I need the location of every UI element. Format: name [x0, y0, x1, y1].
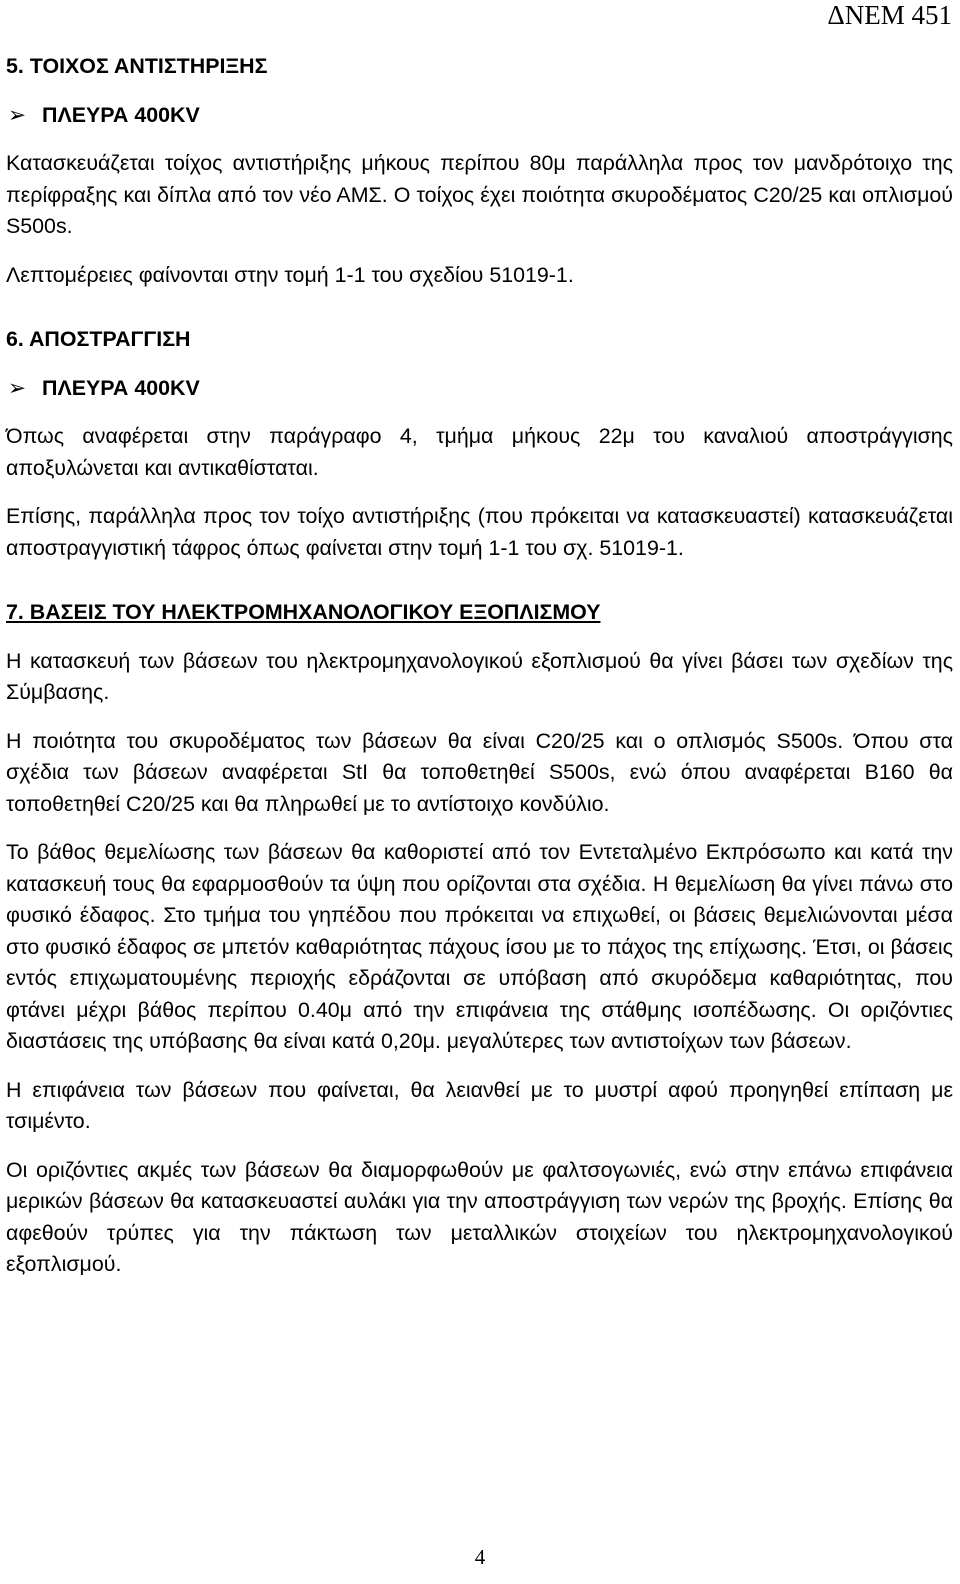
- section-retaining-wall: [6, 51, 953, 291]
- section-7-paragraph-4: Η επιφάνεια των βάσεων που φαίνεται, θα λειανθεί με το μυστρί αφού προηγηθεί επίπαση με τσιμέντο.: [6, 1077, 953, 1133]
- page-number: 4: [474, 1545, 486, 1569]
- section-6-bullet-label: ΠΛΕΥΡΑ 400KV: [42, 375, 200, 400]
- arrowhead-bullet-icon: ➢: [8, 102, 26, 127]
- section-6-paragraph-1: Όπως αναφέρεται στην παράγραφο 4, τμήμα μήκους 22μ του καναλιού αποστράγγισης αποξυλώνεται και αντικαθίσταται.: [6, 424, 953, 480]
- section-5-paragraph-1: Κατασκευάζεται τοίχος αντιστήριξης μήκους περίπου 80μ παράλληλα προς τον μανδρότοιχο της περίφραξης και δίπλα από τον νέο ΑΜΣ. Ο τοίχος έχει ποιότητα σκυροδέματος C20/25 και οπλισμού S500s.: [6, 151, 953, 238]
- section-7-paragraph-5: Οι οριζόντιες ακμές των βάσεων θα διαμορφωθούν με φαλτσογωνιές, ενώ στην επάνω επιφάνεια μερικών βάσεων θα κατασκευαστεί αυλάκι για την αποστράγγιση των νερών της βροχής. Επίσης θα αφεθούν τρύπες για την πάκτωση των μεταλλικών στοιχείων του ηλεκτρομηχανολογικού εξοπλισμού.: [6, 1157, 953, 1276]
- section-drainage: [6, 324, 953, 564]
- arrowhead-bullet-icon: ➢: [8, 375, 26, 400]
- section-7-paragraph-3: Το βάθος θεμελίωσης των βάσεων θα καθοριστεί από τον Εντεταλμένο Εκπρόσωπο και κατά την κατασκευή τους θα εφαρμοσθούν τα ύψη που ορίζονται στα σχέδια. Η θεμελίωση θα γίνει πάνω στο φυσικό έδαφος. Στο τμήμα του γηπέδου που πρόκειται να επιχωθεί, οι βάσεις θεμελιώνονται μέσα στο φυσικό έδαφος σε μπετόν καθαριότητας πάχους ίσου με το πάχος της επίχωσης. Έτσι, οι βάσεις εντός επιχωματουμένης περιοχής εδράζονται σε υπόβαση από σκυρόδεμα καθαριότητας, που φτάνει μέχρι βάθος περίπου 0.40μ από την επιφάνεια της στάθμης ισοπέδωσης. Οι οριζόντιες διαστάσεις της υπόβασης θα είναι κατά 0,20μ. μεγαλύτερες των αντιστοίχων των βάσεων.: [6, 840, 953, 1053]
- section-equipment-foundations: [6, 597, 953, 1281]
- section-5-bullet: [6, 100, 953, 132]
- section-5-heading: 5. ΤΟΙΧΟΣ ΑΝΤΙΣΤΗΡΙΞΗΣ: [6, 54, 268, 78]
- section-6-paragraph-2: Επίσης, παράλληλα προς τον τοίχο αντιστήριξης (που πρόκειται να κατασκευαστεί) κατασκευάζεται αποστραγγιστική τάφρος όπως φαίνεται στην τομή 1-1 του σχ. 51019-1.: [6, 504, 953, 560]
- section-6-heading: 6. ΑΠΟΣΤΡΑΓΓΙΣΗ: [6, 327, 191, 351]
- document-code: ΔΝΕΜ 451: [827, 0, 952, 30]
- section-7-paragraph-1: Η κατασκευή των βάσεων του ηλεκτρομηχανολογικού εξοπλισμού θα γίνει βάσει των σχεδίων της Σύμβασης.: [6, 648, 953, 704]
- section-7-heading: 7. ΒΑΣΕΙΣ ΤΟΥ ΗΛΕΚΤΡΟΜΗΧΑΝΟΛΟΓΙΚΟΥ ΕΞΟΠΛΙΣΜΟΥ: [6, 600, 601, 624]
- document-body: [6, 51, 953, 1281]
- section-7-paragraph-2: Η ποιότητα του σκυροδέματος των βάσεων θα είναι C20/25 και ο οπλισμός S500s. Όπου στα σχέδια των βάσεων αναφέρεται StI θα τοποθετηθεί S500s, ενώ όπου αναφέρεται B160 θα τοποθετηθεί C20/25 και θα πληρωθεί με το αντίστοιχο κονδύλιο.: [6, 728, 953, 816]
- section-5-paragraph-2: Λεπτομέρειες φαίνονται στην τομή 1-1 του σχεδίου 51019-1.: [6, 262, 574, 287]
- section-5-bullet-label: ΠΛΕΥΡΑ 400KV: [42, 102, 200, 127]
- section-6-bullet: [6, 373, 953, 405]
